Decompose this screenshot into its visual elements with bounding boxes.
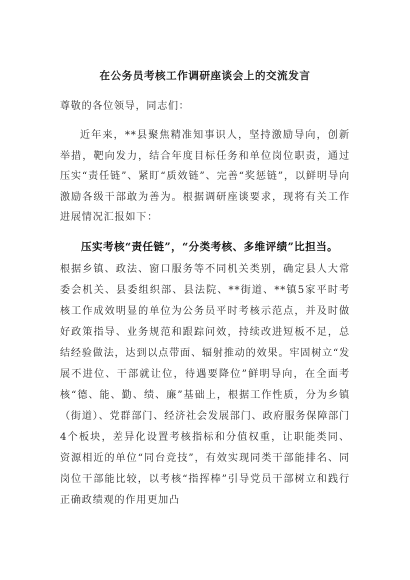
document-title: 在公务员考核工作调研座谈会上的交流发言 bbox=[99, 70, 311, 82]
section-heading-1: 压实考核“责任链”，“分类考核、多维评绩”比担当。 bbox=[81, 240, 339, 253]
salutation: 尊敬的各位领导，同志们： bbox=[60, 101, 190, 112]
section-body-1: 根据乡镇、政法、窗口服务等不同机关类别，确定县人大常委会机关、县委组织部、县法院、**街道、**镇5家平时考核工作成效明显的单位为公务员平时考核示范点，并及时做好政策指导、业务规范和跟踪问效，持续改进短板不足，总结经验做法，达到以点带面、辐射推动的效果。牢固树立“发展不进位、干部就让位，待遇要降位”鲜明导向，在全面考核“德、能、勤、绩、廉”基础上，根据工作性质，分为乡镇（街道）、党群部门、经济社会发展部门、政府服务保障部门4个板块，差异化设置考核指标和分值权重，让职能类同、资源相近的单位“同台竞技”，有效实现同类干部能排名、同岗位干部能比较，以考核“指挥棒”引导党员干部树立和践行正确政绩观的作用更加凸 bbox=[60, 263, 350, 506]
intro-paragraph: 近年来，**县聚焦精准知事识人，坚持激励导向，创新举措，靶向发力，结合年度目标任务和单位岗位职责，通过压实“责任链”、紧盯“质效链”、完善“奖惩链”，以鲜明导向激励各级干部敢为善为。根据调研座谈要求，现将有关工作进展情况汇报如下： bbox=[60, 130, 350, 223]
